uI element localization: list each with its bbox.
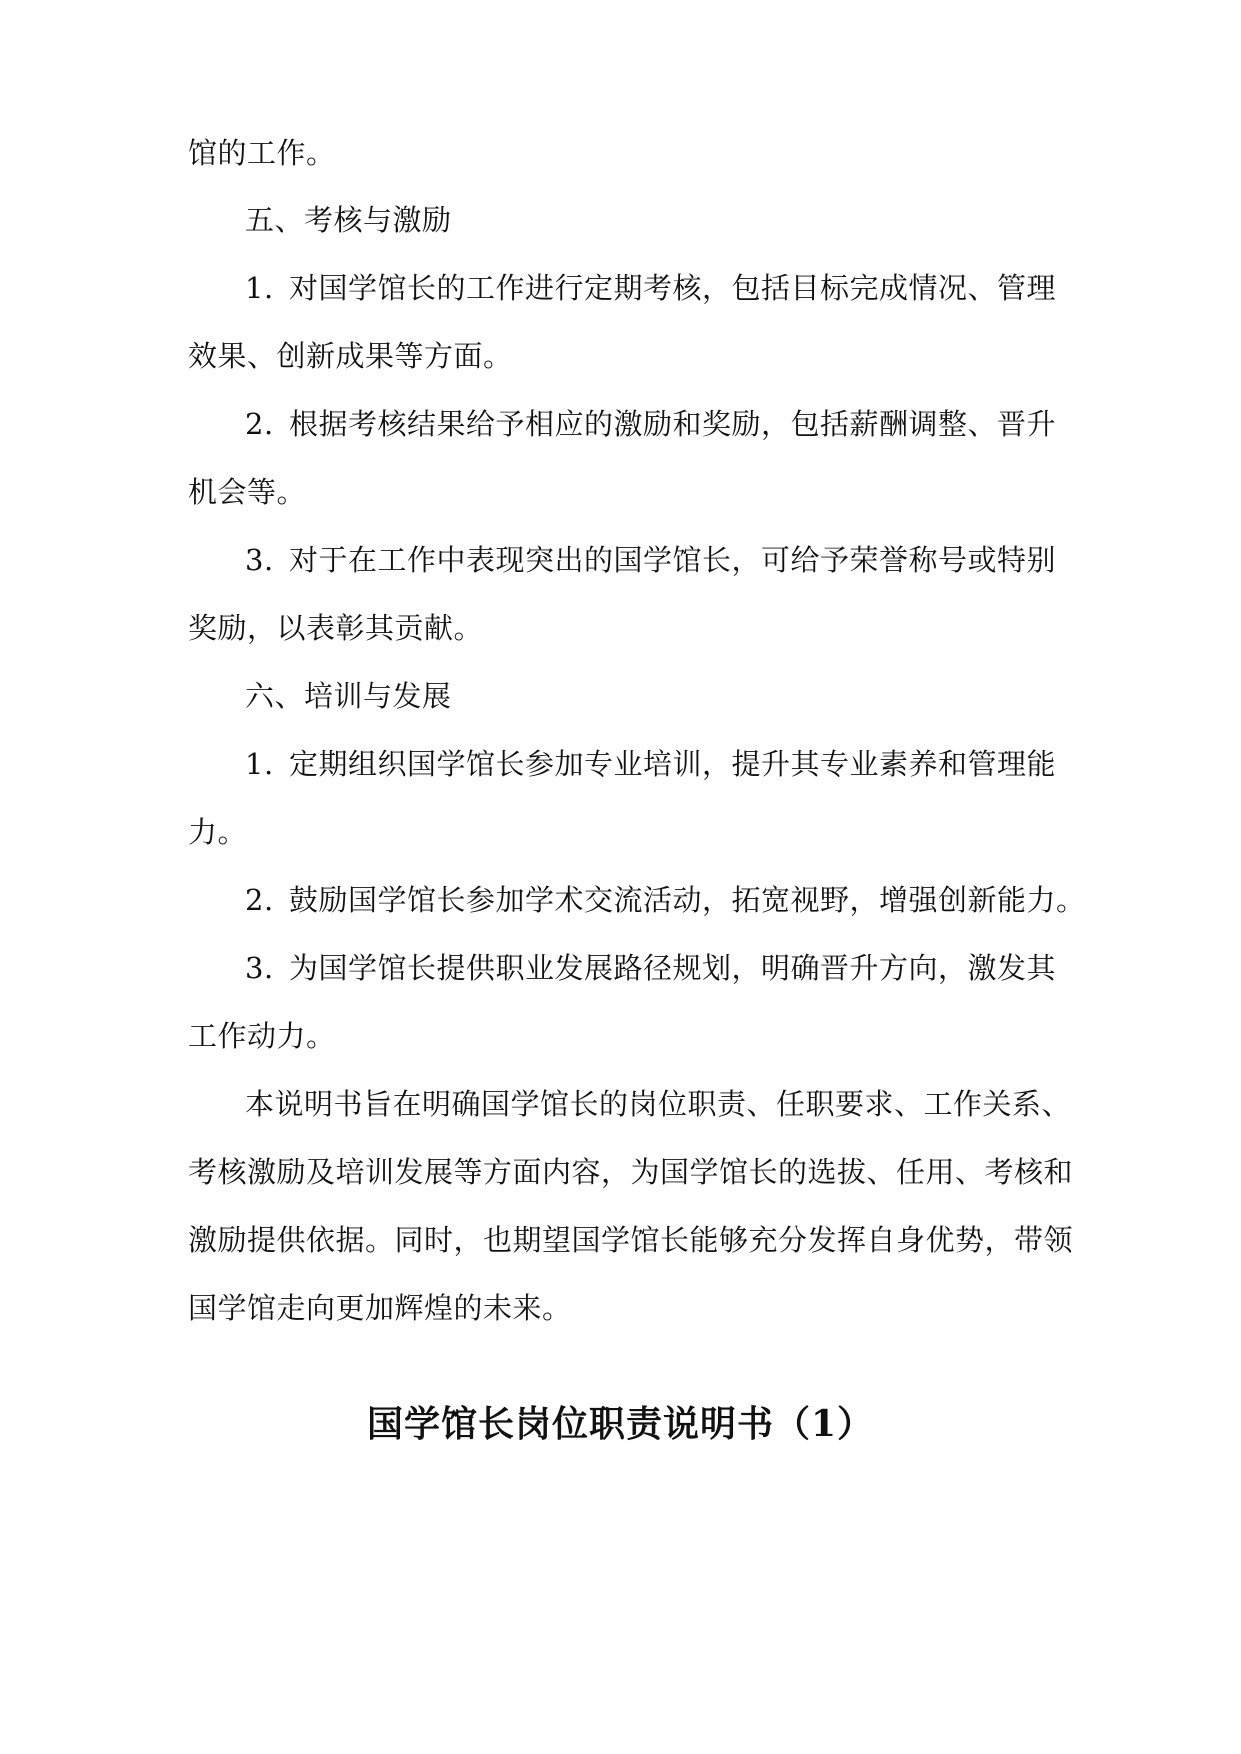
summary-paragraph-line-3: 激励提供依据。同时，也期望国学馆长能够充分发挥自身优势，带领 (188, 1223, 1074, 1257)
list-item-6-1-continued: 力。 (188, 815, 248, 849)
list-item-6-3: 3. 为国学馆长提供职业发展路径规划，明确晋升方向，激发其 (245, 951, 1057, 985)
list-item-5-2-continued: 机会等。 (188, 475, 307, 509)
list-item-6-2: 2. 鼓励国学馆长参加学术交流活动，拓宽视野，增强创新能力。 (245, 883, 1086, 917)
list-item-5-1-continued: 效果、创新成果等方面。 (188, 339, 513, 373)
section-heading-5: 五、考核与激励 (245, 203, 452, 237)
list-item-5-1: 1. 对国学馆长的工作进行定期考核，包括目标完成情况、管理 (245, 271, 1057, 305)
list-item-5-3-continued: 奖励，以表彰其贡献。 (188, 611, 484, 645)
list-item-6-1: 1. 定期组织国学馆长参加专业培训，提升其专业素养和管理能 (245, 747, 1057, 781)
paragraph-continuation: 馆的工作。 (188, 136, 336, 170)
list-item-5-3: 3. 对于在工作中表现突出的国学馆长，可给予荣誉称号或特别 (245, 543, 1057, 577)
summary-paragraph-line-2: 考核激励及培训发展等方面内容，为国学馆长的选拔、任用、考核和 (188, 1155, 1074, 1189)
summary-paragraph-line-1: 本说明书旨在明确国学馆长的岗位职责、任职要求、工作关系、 (245, 1087, 1072, 1121)
summary-paragraph-line-4: 国学馆走向更加辉煌的未来。 (188, 1291, 572, 1325)
list-item-5-2: 2. 根据考核结果给予相应的激励和奖励，包括薪酬调整、晋升 (245, 407, 1057, 441)
section-heading-6: 六、培训与发展 (245, 679, 452, 713)
list-item-6-3-continued: 工作动力。 (188, 1019, 336, 1053)
section-title: 国学馆长岗位职责说明书（1） (366, 1403, 875, 1445)
